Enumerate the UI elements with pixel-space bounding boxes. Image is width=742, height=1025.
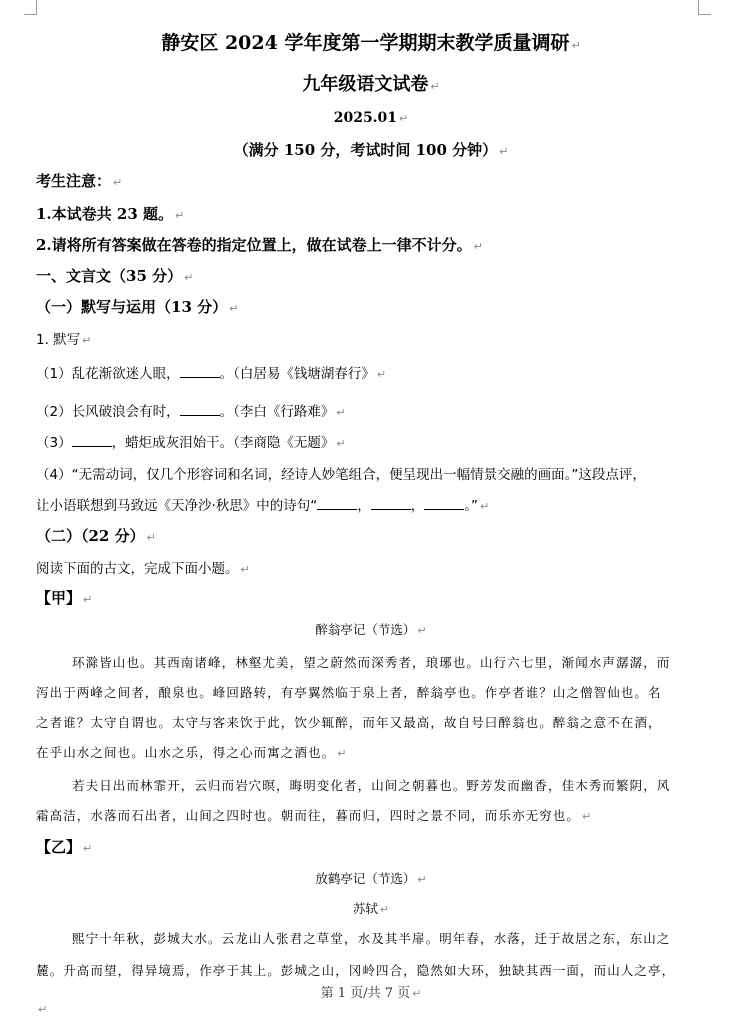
passage-title: 醉翁亭记（节选） ↵ (315, 622, 427, 637)
passage-line: 环滁皆山也。其西南诸峰，林壑尤美，望之蔚然而深秀者，琅琊也。山行六七里，渐闻水声潺潺，而 (72, 655, 671, 670)
blank-line (180, 376, 220, 378)
instruction: 阅读下面的古文，完成下面小题。 ↵ (36, 561, 250, 577)
passage-line: 霜高洁，水落而石出者，山间之四时也。朝而往，暮而归，四时之景不同，而乐亦无穷也。 ↵ (36, 808, 593, 823)
paragraph-mark: ↵ (38, 1003, 48, 1016)
note-item: 2.请将所有答案做在答卷的指定位置上，做在试卷上一律不计分。 ↵ (36, 236, 483, 254)
question-item: （1）乱花渐欲迷人眼， 。（白居易《钱塘湖春行》 ↵ (36, 366, 387, 382)
passage-line: 在乎山水之间也。山水之乐，得之心而寓之酒也。 ↵ (36, 745, 348, 760)
passage-line: 之者谁？太守自谓也。太守与客来饮于此，饮少辄醉，而年又最高，故自号曰醉翁也。醉翁之意不在酒， (36, 715, 662, 730)
blank-line (180, 414, 220, 416)
part-title: （二）（22 分） ↵ (36, 527, 156, 545)
question-item: （2）长风破浪会有时， 。（李白《行路难》 ↵ (36, 404, 346, 420)
exam-subtitle: 九年级语文试卷 ↵ (302, 74, 440, 95)
page-footer: 第 1 页/共 7 页 ↵ (320, 986, 422, 1001)
passage-line: 若夫日出而林霏开，云归而岩穴暝，晦明变化者，山间之朝暮也。野芳发而幽香，佳木秀而繁阴，风 (72, 778, 671, 793)
crop-mark-top-right (698, 0, 711, 15)
passage-line: 熙宁十年秋，彭城大水。云龙山人张君之草堂，水及其半扉。明年春，水落，迁于故居之东，东山之 (72, 931, 671, 946)
passage-title: 放鹤亭记（节选） ↵ (315, 871, 427, 886)
section-title: 一、文言文（35 分） ↵ (36, 267, 194, 285)
passage-line: 麓。升高而望，得异境焉，作亭于其上。彭城之山，冈岭四合，隐然如大环，独缺其西一面，而山人之亭， (36, 963, 676, 978)
blank-line (424, 508, 464, 510)
blank-line (72, 445, 112, 447)
passage-label: 【乙】 ↵ (36, 838, 93, 856)
part-title: （一）默写与运用（13 分） ↵ (36, 298, 239, 316)
question-label: 1. 默写 ↵ (36, 332, 92, 348)
blank-line (371, 508, 411, 510)
question-item: （4）“无需动词，仅几个形容词和名词，经诗人妙笔组合，便呈现出一幅情景交融的画面。”这段点评， (36, 467, 646, 483)
crop-mark-top-left (24, 0, 37, 15)
passage-label: 【甲】 ↵ (36, 589, 93, 607)
exam-date: 2025.01 ↵ (333, 110, 409, 126)
notes-label: 考生注意： ↵ (36, 172, 123, 190)
passage-line: 泻出于两峰之间者，酿泉也。峰回路转，有亭翼然临于泉上者，醉翁亭也。作亭者谁？山之僧智仙也。名 (36, 685, 662, 700)
score-time: （满分 150 分，考试时间 100 分钟） ↵ (233, 141, 509, 159)
passage-author: 苏轼 ↵ (352, 901, 390, 916)
question-item: 让小语联想到马致远《天净沙·秋思》中的诗句“ ， ， 。” ↵ (36, 498, 490, 514)
note-item: 1.本试卷共 23 题。 ↵ (36, 205, 185, 223)
blank-line (317, 508, 357, 510)
question-item: （3） ，蜡炬成灰泪始干。（李商隐《无题》 ↵ (36, 435, 346, 451)
exam-title: 静安区 2024 学年度第一学期期末教学质量调研 ↵ (161, 32, 581, 54)
